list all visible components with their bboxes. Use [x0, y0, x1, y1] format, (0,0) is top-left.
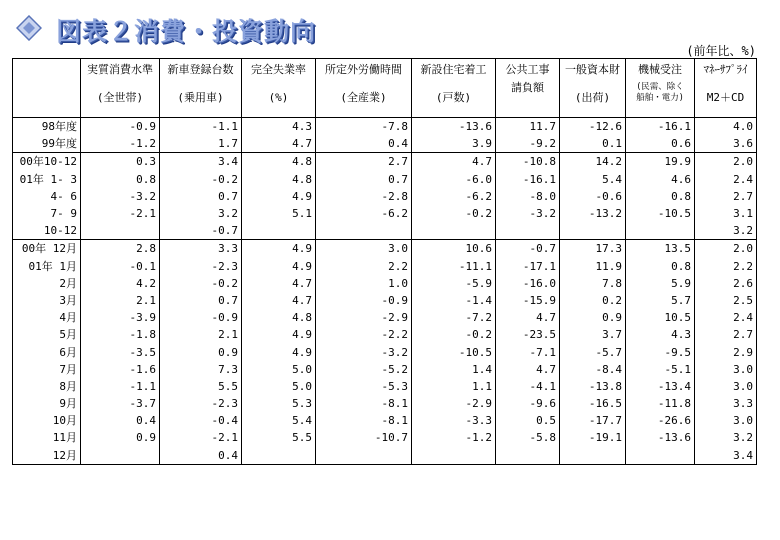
table-cell: -8.4 [560, 361, 626, 378]
table-cell [81, 222, 160, 240]
table-cell: 4.7 [242, 292, 316, 309]
table-cell: -2.9 [412, 395, 496, 412]
table-cell: 4.9 [242, 188, 316, 205]
column-header [316, 59, 412, 118]
table-cell: -0.9 [160, 309, 242, 326]
table-cell: 5.1 [242, 205, 316, 222]
table-cell: 3.7 [560, 326, 626, 343]
table-cell [560, 222, 626, 240]
page-title: 図表２消費・投資動向 [56, 17, 317, 46]
table-cell: 4.7 [242, 135, 316, 153]
table-cell: 4.9 [242, 326, 316, 343]
table-cell: -3.3 [412, 412, 496, 429]
column-header-title: 公共工事 [505, 63, 550, 76]
table-cell: 3.4 [695, 447, 757, 465]
row-label: 4月 [13, 309, 81, 326]
column-header-subtitle: (全産業) [340, 91, 387, 104]
table-cell: -0.7 [160, 222, 242, 240]
table-cell [81, 447, 160, 465]
table-cell: 4.7 [496, 361, 560, 378]
column-header-subtitle: (全世帯) [96, 91, 144, 104]
table-cell: -13.6 [412, 118, 496, 136]
table-cell: 3.4 [160, 153, 242, 171]
table-cell: 5.5 [242, 429, 316, 446]
table-cell: -10.7 [316, 429, 412, 446]
column-header [412, 59, 496, 118]
table-cell: -3.9 [81, 309, 160, 326]
table-cell: 3.3 [160, 240, 242, 258]
table-cell: 2.5 [695, 292, 757, 309]
table-cell: 4.9 [242, 343, 316, 360]
table-cell: -1.6 [81, 361, 160, 378]
table-cell [496, 447, 560, 465]
table-cell: -8.0 [496, 188, 560, 205]
column-header-title: 機械受注 [638, 63, 682, 76]
table-row [13, 309, 757, 326]
table-cell: -5.8 [496, 429, 560, 446]
table-cell [412, 447, 496, 465]
table-row [13, 222, 757, 240]
table-cell: -12.6 [560, 118, 626, 136]
column-header-subtitle: (%) [268, 91, 289, 104]
table-cell: 2.2 [695, 258, 757, 275]
table-cell [316, 222, 412, 240]
table-cell: -6.0 [412, 171, 496, 188]
table-cell: 0.9 [81, 429, 160, 446]
table-cell: 2.8 [81, 240, 160, 258]
table-cell: 2.7 [695, 326, 757, 343]
column-header-subtitle: (出荷) [574, 91, 611, 104]
table-cell: -13.8 [560, 378, 626, 395]
table-row [13, 378, 757, 395]
table-cell: -26.6 [626, 412, 695, 429]
column-header [160, 59, 242, 118]
header-row [13, 59, 757, 118]
table-cell: 5.4 [560, 171, 626, 188]
column-header-subtitle: 請負額 [511, 81, 544, 94]
column-header-subtitle: 船舶・電力) [636, 93, 684, 103]
column-header-title: ﾏﾈｰｻﾌﾟﾗｲ [703, 63, 748, 76]
table-cell: 3.0 [316, 240, 412, 258]
column-header-title: 新設住宅着工 [420, 63, 487, 76]
table-cell: -13.2 [560, 205, 626, 222]
table-cell: -3.7 [81, 395, 160, 412]
table-cell: -2.9 [316, 309, 412, 326]
table-cell: 5.0 [242, 378, 316, 395]
table-cell [560, 447, 626, 465]
table-cell: -2.1 [81, 205, 160, 222]
table-cell: 19.9 [626, 153, 695, 171]
table-cell [626, 447, 695, 465]
column-header-title: 新車登録台数 [167, 63, 234, 76]
table-cell: 0.4 [160, 447, 242, 465]
column-header-title: 所定外労働時間 [325, 63, 402, 76]
table-cell: -3.5 [81, 343, 160, 360]
table-cell: -9.2 [496, 135, 560, 153]
table-cell: 3.1 [695, 205, 757, 222]
table-cell: 11.9 [560, 258, 626, 275]
table-cell: 10.6 [412, 240, 496, 258]
table-cell [242, 447, 316, 465]
table-cell: -3.2 [81, 188, 160, 205]
table-cell: -13.6 [626, 429, 695, 446]
table-cell: 2.7 [316, 153, 412, 171]
row-label: 00年10-12 [13, 153, 81, 171]
table-cell: 3.0 [695, 378, 757, 395]
column-header-title: 完全失業率 [251, 63, 306, 76]
row-label: 98年度 [13, 118, 81, 136]
table-cell: -19.1 [560, 429, 626, 446]
table-cell: -5.2 [316, 361, 412, 378]
table-cell: 1.1 [412, 378, 496, 395]
table-cell: 2.1 [81, 292, 160, 309]
table-cell: 0.8 [626, 258, 695, 275]
table-cell: 0.6 [626, 135, 695, 153]
column-header [560, 59, 626, 118]
column-header-subtitle: (民需、除く [636, 82, 684, 92]
table-cell: 2.0 [695, 153, 757, 171]
table-cell: 0.9 [560, 309, 626, 326]
table-cell: 13.5 [626, 240, 695, 258]
table-cell: 4.0 [695, 118, 757, 136]
row-label: 8月 [13, 378, 81, 395]
table-cell: -2.8 [316, 188, 412, 205]
column-header [496, 59, 560, 118]
table-cell: -13.4 [626, 378, 695, 395]
table-cell: -8.1 [316, 412, 412, 429]
table-row [13, 429, 757, 446]
table-cell: 0.7 [160, 188, 242, 205]
table-cell: -0.9 [81, 118, 160, 136]
table-cell: 0.2 [560, 292, 626, 309]
row-label: 7月 [13, 361, 81, 378]
table-cell: -1.1 [81, 378, 160, 395]
table-cell: 4.9 [242, 258, 316, 275]
table-cell: 0.8 [626, 188, 695, 205]
table-cell: 0.4 [316, 135, 412, 153]
table-cell: 7.3 [160, 361, 242, 378]
table-row [13, 292, 757, 309]
row-label: 4- 6 [13, 188, 81, 205]
table-cell: -1.2 [81, 135, 160, 153]
table-cell: 2.4 [695, 171, 757, 188]
bullet-diamond-icon [16, 15, 42, 41]
table-cell: 14.2 [560, 153, 626, 171]
row-label: 12月 [13, 447, 81, 465]
table-cell: -1.4 [412, 292, 496, 309]
column-header [626, 59, 695, 118]
table-cell: -8.1 [316, 395, 412, 412]
table-cell: 0.4 [81, 412, 160, 429]
table-cell: -7.8 [316, 118, 412, 136]
table-cell: 5.9 [626, 275, 695, 292]
table-cell: -7.1 [496, 343, 560, 360]
table-cell: 3.2 [695, 429, 757, 446]
table-cell: -23.5 [496, 326, 560, 343]
table-cell: 4.7 [412, 153, 496, 171]
table-cell: 3.2 [160, 205, 242, 222]
table-cell: -1.2 [412, 429, 496, 446]
consumption-investment-table [12, 58, 757, 465]
table-cell: -10.5 [412, 343, 496, 360]
title-bar [8, 6, 448, 46]
table-cell: -17.1 [496, 258, 560, 275]
table-cell [626, 222, 695, 240]
table-cell [412, 222, 496, 240]
table-cell [242, 222, 316, 240]
table-cell: 4.2 [81, 275, 160, 292]
table-cell: 0.9 [160, 343, 242, 360]
table-cell: 0.7 [160, 292, 242, 309]
table-cell: -5.9 [412, 275, 496, 292]
table-cell: 3.6 [695, 135, 757, 153]
table-cell: 4.6 [626, 171, 695, 188]
column-header [695, 59, 757, 118]
table-cell: 5.7 [626, 292, 695, 309]
table-cell: 5.4 [242, 412, 316, 429]
table-cell: 1.4 [412, 361, 496, 378]
table-cell: 2.7 [695, 188, 757, 205]
table-cell: -16.5 [560, 395, 626, 412]
column-header [81, 59, 160, 118]
table-cell: -16.1 [626, 118, 695, 136]
row-label-header [13, 59, 81, 118]
table-cell: -6.2 [316, 205, 412, 222]
column-header-subtitle: (乗用車) [177, 91, 224, 104]
column-header-subtitle: (戸数) [435, 91, 472, 104]
table-cell: 0.7 [316, 171, 412, 188]
table-cell: -0.6 [560, 188, 626, 205]
table-row [13, 412, 757, 429]
table-cell: 4.8 [242, 309, 316, 326]
table-cell: 0.1 [560, 135, 626, 153]
table-row [13, 205, 757, 222]
column-header-title: 実質消費水準 [87, 63, 153, 76]
table-cell: 2.9 [695, 343, 757, 360]
table-cell: 11.7 [496, 118, 560, 136]
table-cell: -2.2 [316, 326, 412, 343]
row-label: 6月 [13, 343, 81, 360]
column-header-subtitle: M2＋CD [706, 91, 745, 104]
table-cell: -4.1 [496, 378, 560, 395]
row-label: 00年 12月 [13, 240, 81, 258]
table-cell: -0.2 [160, 171, 242, 188]
table-cell: -1.1 [160, 118, 242, 136]
table-row [13, 135, 757, 153]
row-label: 11月 [13, 429, 81, 446]
table-cell: 1.7 [160, 135, 242, 153]
table-cell: -11.8 [626, 395, 695, 412]
row-label: 5月 [13, 326, 81, 343]
table-cell: 3.0 [695, 412, 757, 429]
table-cell: -2.3 [160, 395, 242, 412]
table-cell: 4.3 [242, 118, 316, 136]
table-cell: -2.3 [160, 258, 242, 275]
table-cell: 5.0 [242, 361, 316, 378]
row-label: 01年 1月 [13, 258, 81, 275]
table-cell: 0.8 [81, 171, 160, 188]
table-cell: -1.8 [81, 326, 160, 343]
table-cell: -3.2 [496, 205, 560, 222]
table-cell: -2.1 [160, 429, 242, 446]
unit-note: (前年比、%) [686, 44, 756, 58]
table-cell: 1.0 [316, 275, 412, 292]
table-cell: 10.5 [626, 309, 695, 326]
table-cell: 4.7 [496, 309, 560, 326]
table-row [13, 258, 757, 275]
row-label: 2月 [13, 275, 81, 292]
column-header [242, 59, 316, 118]
table-cell: -0.7 [496, 240, 560, 258]
table-row [13, 171, 757, 188]
table-cell: 0.5 [496, 412, 560, 429]
table-cell: -0.4 [160, 412, 242, 429]
row-label: 10-12 [13, 222, 81, 240]
table-row [13, 326, 757, 343]
table-cell: 5.3 [242, 395, 316, 412]
table-cell: 7.8 [560, 275, 626, 292]
table-cell: -7.2 [412, 309, 496, 326]
table-cell: -10.8 [496, 153, 560, 171]
row-label: 3月 [13, 292, 81, 309]
table-cell: 0.3 [81, 153, 160, 171]
table-cell: -6.2 [412, 188, 496, 205]
table-cell [316, 447, 412, 465]
table-cell: 2.0 [695, 240, 757, 258]
table-cell: -10.5 [626, 205, 695, 222]
table-row [13, 118, 757, 136]
table-cell: 2.2 [316, 258, 412, 275]
table-cell: 3.0 [695, 361, 757, 378]
table-cell: -0.1 [81, 258, 160, 275]
table-cell: 3.9 [412, 135, 496, 153]
table-row [13, 153, 757, 171]
row-label: 99年度 [13, 135, 81, 153]
table-row [13, 188, 757, 205]
row-label: 10月 [13, 412, 81, 429]
row-label: 9月 [13, 395, 81, 412]
table-cell: 17.3 [560, 240, 626, 258]
table-cell: -0.9 [316, 292, 412, 309]
row-label: 01年 1- 3 [13, 171, 81, 188]
table-cell: 4.7 [242, 275, 316, 292]
table-cell: 2.1 [160, 326, 242, 343]
table-cell: -15.9 [496, 292, 560, 309]
table-cell [496, 222, 560, 240]
table-cell: 3.2 [695, 222, 757, 240]
column-header-title: 一般資本財 [565, 63, 620, 76]
table-row [13, 361, 757, 378]
table-cell: -0.2 [160, 275, 242, 292]
table-body [13, 118, 757, 465]
table-row [13, 240, 757, 258]
table-cell: 4.9 [242, 240, 316, 258]
table-cell: -3.2 [316, 343, 412, 360]
table-cell: -5.1 [626, 361, 695, 378]
table-cell: -5.3 [316, 378, 412, 395]
table-row [13, 395, 757, 412]
table-cell: -17.7 [560, 412, 626, 429]
table-cell: 2.4 [695, 309, 757, 326]
table-row [13, 275, 757, 292]
table-cell: -0.2 [412, 326, 496, 343]
table-cell: 3.3 [695, 395, 757, 412]
table-row [13, 447, 757, 465]
table-row [13, 343, 757, 360]
table-cell: -0.2 [412, 205, 496, 222]
table-cell: 5.5 [160, 378, 242, 395]
table-cell: -16.1 [496, 171, 560, 188]
table-cell: 4.8 [242, 171, 316, 188]
table-cell: -5.7 [560, 343, 626, 360]
table-cell: 2.6 [695, 275, 757, 292]
table-cell: -11.1 [412, 258, 496, 275]
table-cell: 4.3 [626, 326, 695, 343]
row-label: 7- 9 [13, 205, 81, 222]
table-cell: -9.6 [496, 395, 560, 412]
table-cell: 4.8 [242, 153, 316, 171]
table-cell: -9.5 [626, 343, 695, 360]
table-cell: -16.0 [496, 275, 560, 292]
